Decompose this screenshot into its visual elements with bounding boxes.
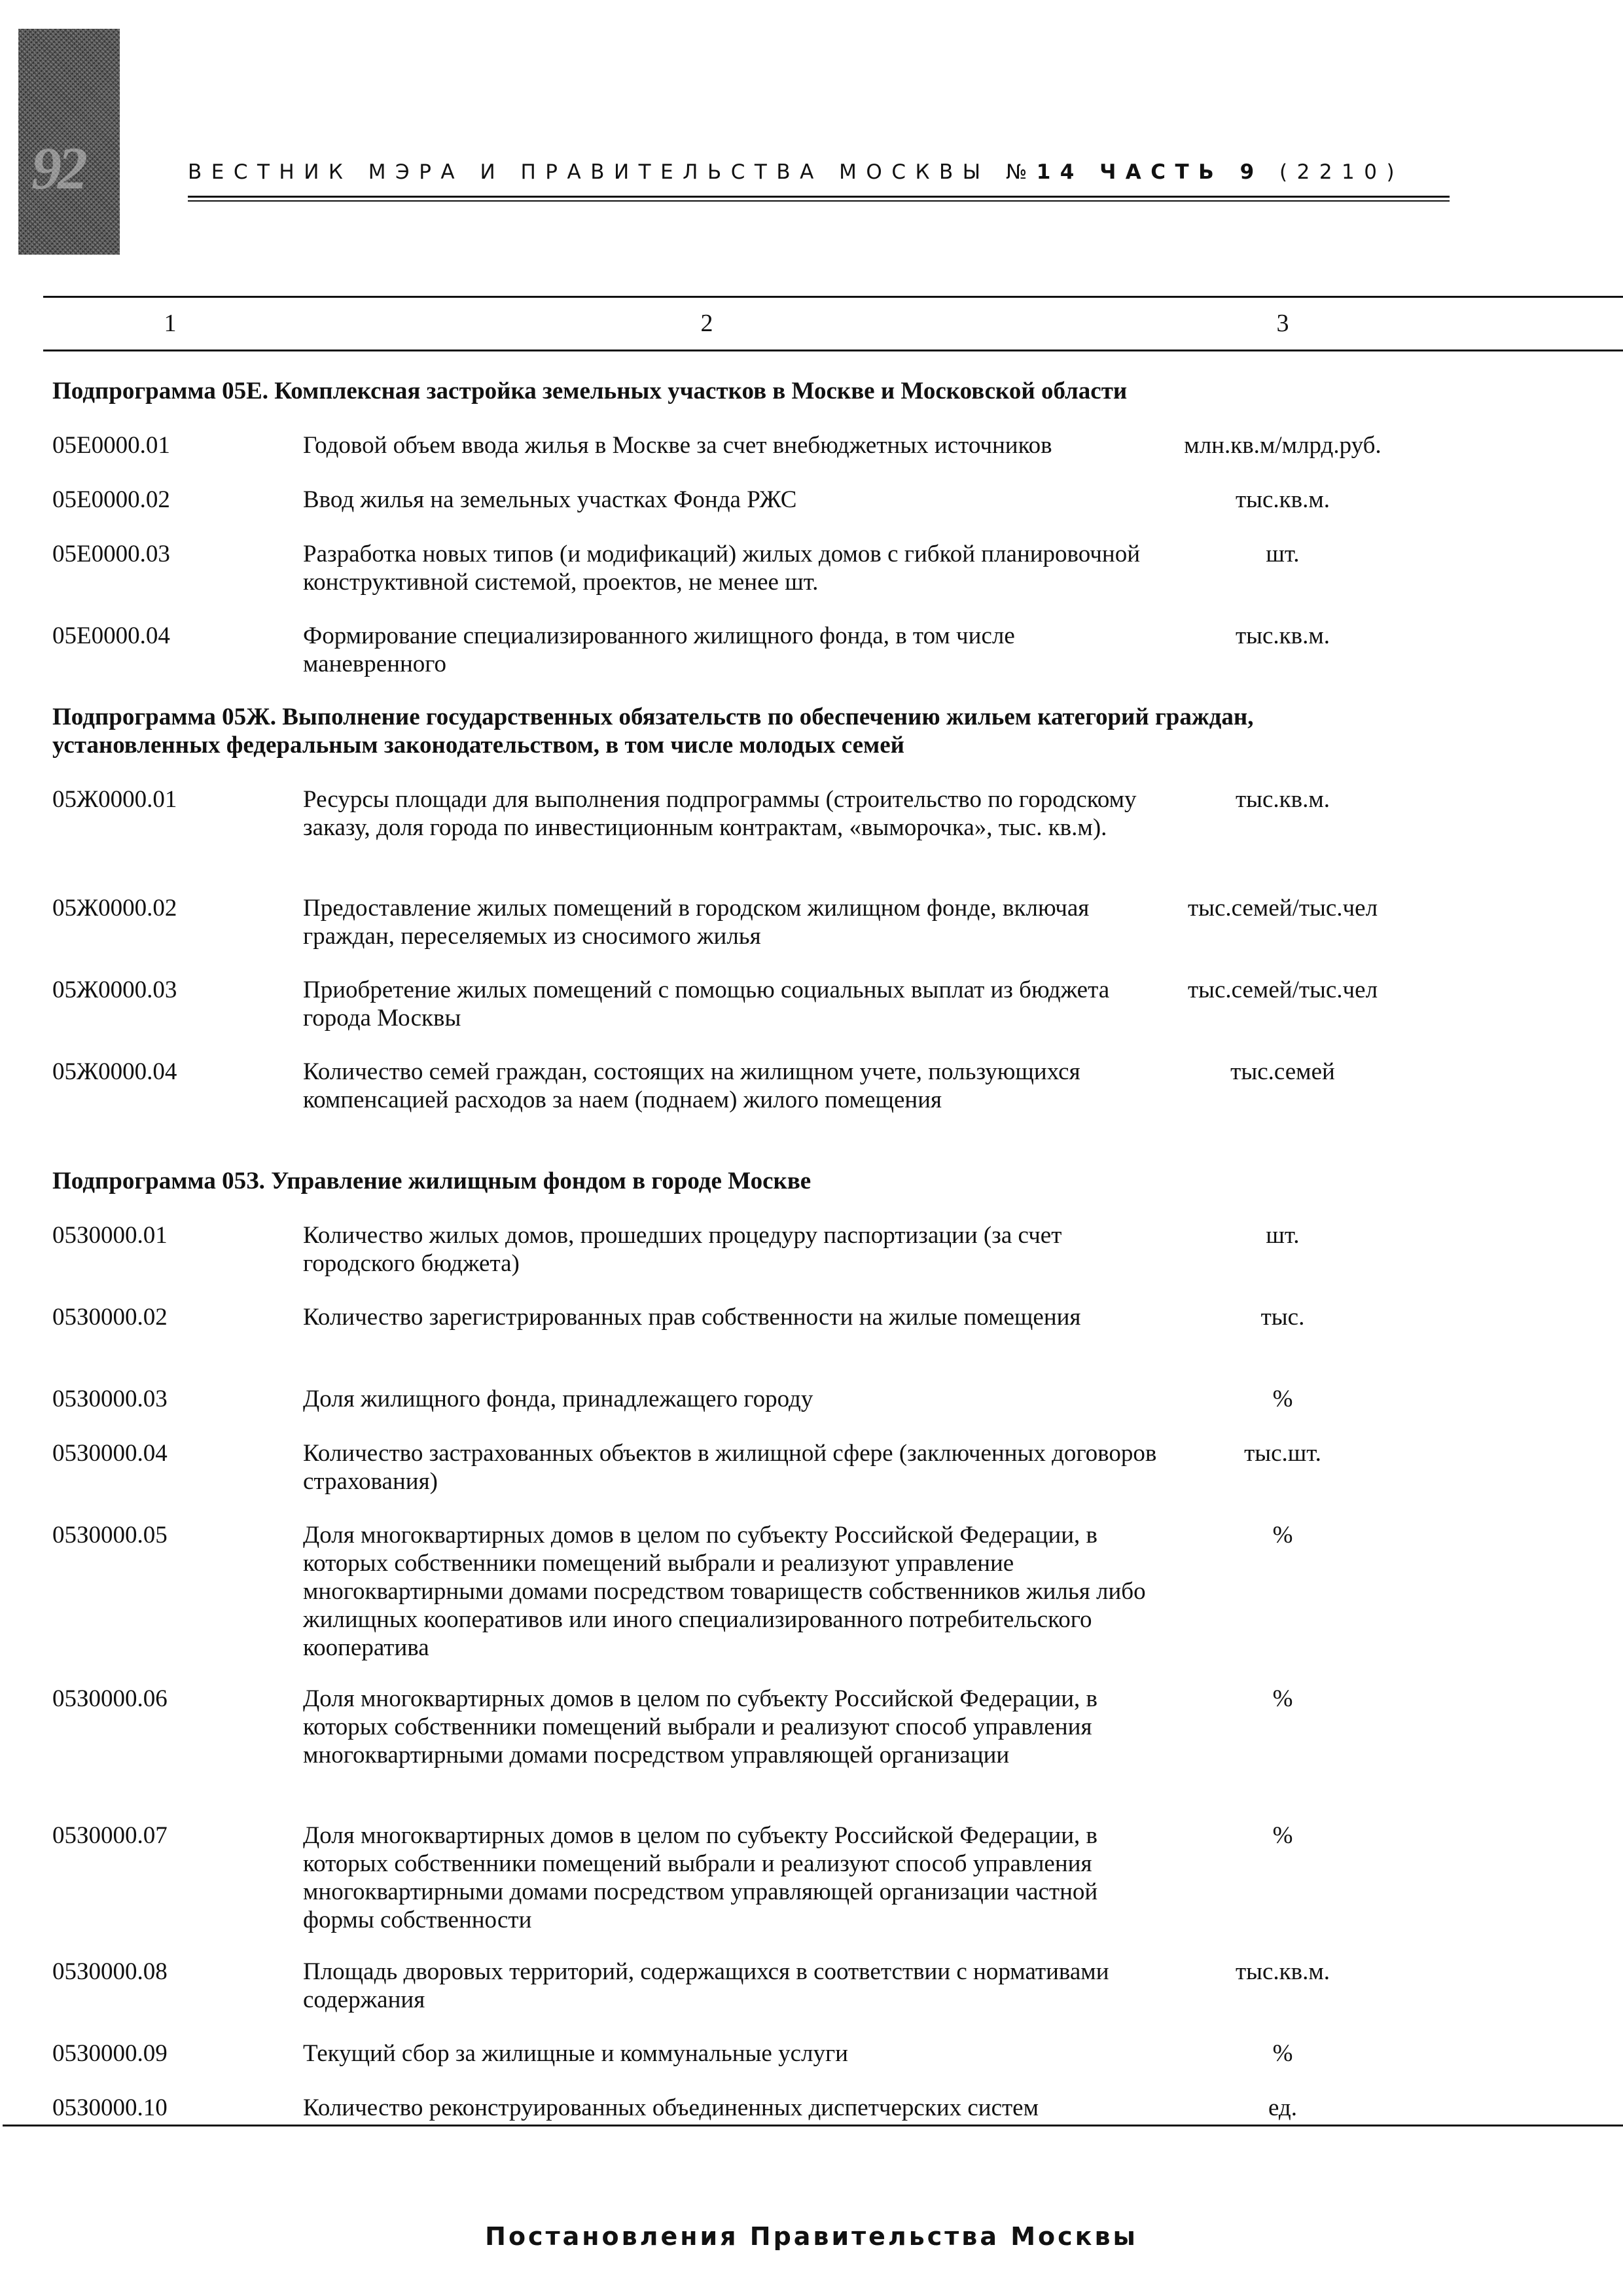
row-code: 05Е0000.02 <box>52 486 170 513</box>
journal-header <box>188 160 1450 184</box>
row-description: Количество реконструированных объединенных диспетчерских систем <box>303 2094 1039 2121</box>
row-description: Разработка новых типов (и модификаций) жилых домов с гибкой планировочной конструктивной системой, проектов, не менее шт. <box>303 541 1141 596</box>
row-description: Площадь дворовых территорий, содержащихся в соответствии с нормативами содержания <box>303 1958 1109 2013</box>
row-code: 05З0000.01 <box>52 1222 168 1249</box>
row-description: Доля многоквартирных домов в целом по субъекту Российской Федерации, в которых собственники помещений выбрали и реализуют способ управления многоквартирными домами посредством управляющей организации <box>303 1685 1098 1768</box>
row-code: 05Е0000.03 <box>52 541 170 567</box>
row-code: 05З0000.06 <box>52 1685 168 1712</box>
row-description: Приобретение жилых помещений с помощью социальных выплат из бюджета города Москвы <box>303 977 1110 1031</box>
row-description: Количество жилых домов, прошедших процедуру паспортизации (за счет городского бюджета) <box>303 1222 1062 1277</box>
row-description: Ресурсы площади для выполнения подпрограммы (строительство по городскому заказу, доля города по инвестиционным контрактам, «выморочка», тыс. кв.м). <box>303 786 1137 841</box>
section-title: Подпрограмма 05Ж. Выполнение государственных обязательств по обеспечению жильем категорий граждан, установленных федеральным законодательством, в том числе молодых семей <box>52 704 1254 759</box>
row-unit: тыс.кв.м. <box>1235 622 1330 649</box>
row-code: 05З0000.08 <box>52 1958 168 1985</box>
column-header-2: 2 <box>700 310 713 337</box>
table-header-rule <box>43 350 1623 351</box>
row-description: Количество застрахованных объектов в жилищной сфере (заключенных договоров страхования) <box>303 1440 1157 1495</box>
header-rule-top <box>188 196 1450 198</box>
row-code: 05З0000.09 <box>52 2040 168 2067</box>
row-code: 05Ж0000.01 <box>52 786 177 813</box>
footer-section-title: Постановления Правительства Москвы <box>485 2222 1138 2251</box>
page-number: 92 <box>31 135 84 202</box>
row-description: Текущий сбор за жилищные и коммунальные услуги <box>303 2040 848 2067</box>
row-unit: шт. <box>1266 541 1300 567</box>
row-description: Количество семей граждан, состоящих на жилищном учете, пользующихся компенсацией расходов за наем (поднаем) жилого помещения <box>303 1058 1080 1113</box>
row-unit: % <box>1272 1386 1293 1412</box>
row-unit: тыс.шт. <box>1244 1440 1321 1467</box>
row-description: Ввод жилья на земельных участках Фонда РЖС <box>303 486 797 513</box>
section-title: Подпрограмма 05З. Управление жилищным фондом в городе Москве <box>52 1168 812 1194</box>
column-header-3: 3 <box>1276 310 1289 337</box>
row-unit: тыс.кв.м. <box>1235 786 1330 813</box>
table-top-rule <box>43 296 1623 298</box>
row-description: Доля жилищного фонда, принадлежащего городу <box>303 1386 813 1412</box>
row-code: 05Ж0000.02 <box>52 895 177 922</box>
row-code: 05З0000.05 <box>52 1522 168 1549</box>
issue-part: ЧАСТЬ 9 <box>1099 160 1264 184</box>
row-code: 05Е0000.04 <box>52 622 170 649</box>
row-code: 05З0000.10 <box>52 2094 168 2121</box>
row-unit: % <box>1272 2040 1293 2067</box>
row-unit: тыс.кв.м. <box>1235 1958 1330 1985</box>
row-code: 05З0000.04 <box>52 1440 168 1467</box>
row-unit: тыс.семей <box>1230 1058 1335 1085</box>
journal-title: ВЕСТНИК МЭРА И ПРАВИТЕЛЬСТВА МОСКВЫ <box>188 160 990 184</box>
row-unit: ед. <box>1268 2094 1297 2121</box>
column-header-1: 1 <box>164 310 177 337</box>
row-unit: тыс.семей/тыс.чел <box>1187 895 1378 922</box>
issue-prefix: № <box>1005 160 1037 184</box>
row-unit: % <box>1272 1522 1293 1549</box>
row-unit: % <box>1272 1822 1293 1849</box>
row-unit: % <box>1272 1685 1293 1712</box>
row-unit: тыс.семей/тыс.чел <box>1187 977 1378 1003</box>
row-unit: млн.кв.м/млрд.руб. <box>1184 432 1382 459</box>
row-description: Количество зарегистрированных прав собственности на жилые помещения <box>303 1304 1081 1331</box>
row-description: Предоставление жилых помещений в городском жилищном фонде, включая граждан, переселяемых из сносимого жилья <box>303 895 1090 950</box>
row-code: 05З0000.02 <box>52 1304 168 1331</box>
page-number-badge <box>18 29 120 255</box>
row-unit: шт. <box>1266 1222 1300 1249</box>
row-code: 05З0000.03 <box>52 1386 168 1412</box>
issue-serial: (2210) <box>1279 160 1404 184</box>
row-description: Годовой объем ввода жилья в Москве за счет внебюджетных источников <box>303 432 1052 459</box>
header-rule-bottom <box>188 200 1450 202</box>
row-description: Доля многоквартирных домов в целом по субъекту Российской Федерации, в которых собственники помещений выбрали и реализуют управление многоквартирными домами посредством товариществ собственников жилья либо жилищных кооперативов или иного специализированного потребительского кооператива <box>303 1522 1146 1661</box>
row-code: 05Е0000.01 <box>52 432 170 459</box>
row-unit: тыс. <box>1260 1304 1305 1331</box>
row-description: Формирование специализированного жилищного фонда, в том числе маневренного <box>303 622 1015 677</box>
row-description: Доля многоквартирных домов в целом по субъекту Российской Федерации, в которых собственники помещений выбрали и реализуют способ управления многоквартирными домами посредством управляющей организации частной формы собственности <box>303 1822 1098 1933</box>
row-code: 05Ж0000.04 <box>52 1058 177 1085</box>
section-title: Подпрограмма 05Е. Комплексная застройка земельных участков в Москве и Московской области <box>52 378 1128 404</box>
issue-number: 14 <box>1036 160 1084 184</box>
row-code: 05Ж0000.03 <box>52 977 177 1003</box>
row-code: 05З0000.07 <box>52 1822 168 1849</box>
table-bottom-rule <box>3 2125 1623 2126</box>
row-unit: тыс.кв.м. <box>1235 486 1330 513</box>
